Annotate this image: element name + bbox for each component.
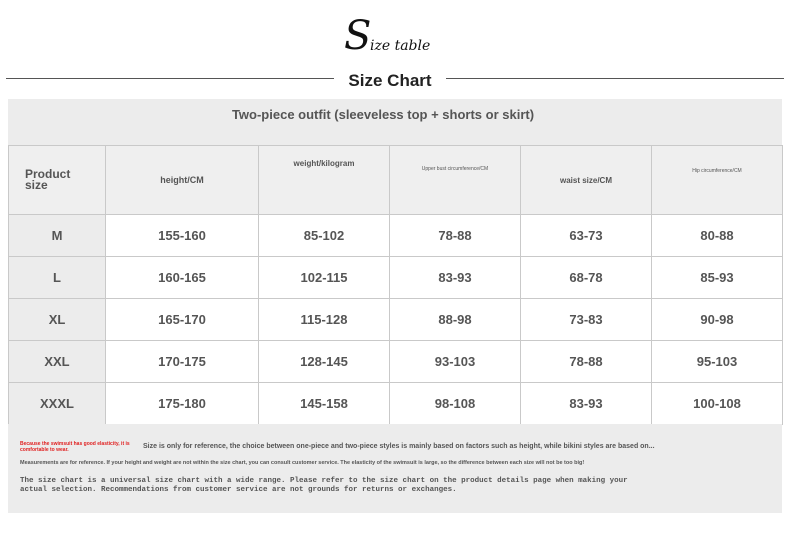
waist-cell: 68-78 <box>521 257 652 299</box>
size-cell: M <box>9 215 106 257</box>
size-table <box>8 145 783 425</box>
size-cell: XL <box>9 299 106 341</box>
table-row <box>9 341 783 383</box>
weight-cell: 145-158 <box>259 383 390 425</box>
bust-cell: 83-93 <box>390 257 521 299</box>
header-weight <box>259 146 390 215</box>
height-cell: 155-160 <box>106 215 259 257</box>
universal-size-note: The size chart is a universal size chart with a wide range. Please refer to the size chart on the product details page when making your actual selection. Recommendations from customer service are not grounds for returns or exchanges. <box>20 477 628 494</box>
header-hip <box>652 146 783 215</box>
weight-cell: 102-115 <box>259 257 390 299</box>
header-size-label: size <box>25 178 48 192</box>
header-bust-label: Upper bust circumference/CM <box>421 166 489 172</box>
table-row <box>9 215 783 257</box>
size-cell: XXL <box>9 341 106 383</box>
table-row <box>9 299 783 341</box>
logo-initial: S <box>344 13 372 59</box>
weight-cell: 115-128 <box>259 299 390 341</box>
size-cell: L <box>9 257 106 299</box>
height-cell: 175-180 <box>106 383 259 425</box>
size-cell: XXXL <box>9 383 106 425</box>
waist-cell: 83-93 <box>521 383 652 425</box>
height-cell: 160-165 <box>106 257 259 299</box>
bust-cell: 98-108 <box>390 383 521 425</box>
hip-cell: 95-103 <box>652 341 783 383</box>
header-bust <box>390 146 521 215</box>
table-subtitle: Two-piece outfit (sleeveless top + shorts or skirt) <box>231 107 535 122</box>
bust-cell: 93-103 <box>390 341 521 383</box>
height-cell: 165-170 <box>106 299 259 341</box>
reference-note: Size is only for reference, the choice between one-piece and two-piece styles is mainly based on factors such as height, while bikini styles are based on... <box>143 443 655 450</box>
header-product-label: Product <box>25 167 71 181</box>
table-row <box>9 257 783 299</box>
waist-cell: 73-83 <box>521 299 652 341</box>
waist-cell: 63-73 <box>521 215 652 257</box>
header-hip-label: Hip circumference/CM <box>692 168 742 174</box>
hip-cell: 80-88 <box>652 215 783 257</box>
weight-cell: 85-102 <box>259 215 390 257</box>
size-table-logo <box>340 12 450 62</box>
title-rule-left <box>6 78 334 79</box>
header-waist-label: waist size/CM <box>559 176 612 185</box>
waist-cell: 78-88 <box>521 341 652 383</box>
hip-cell: 100-108 <box>652 383 783 425</box>
weight-cell: 128-145 <box>259 341 390 383</box>
table-row <box>9 383 783 425</box>
table-header-row <box>9 146 783 215</box>
elasticity-note: Because the swimsuit has good elasticity, it is comfortable to wear. <box>20 441 130 453</box>
hip-cell: 85-93 <box>652 257 783 299</box>
header-weight-label: weight/kilogram <box>293 159 355 168</box>
page-title: Size Chart <box>334 71 446 91</box>
bust-cell: 88-98 <box>390 299 521 341</box>
header-product-size <box>9 146 106 215</box>
header-height-label: height/CM <box>160 175 204 185</box>
logo-text: ize table <box>370 38 431 54</box>
header-waist <box>521 146 652 215</box>
bust-cell: 78-88 <box>390 215 521 257</box>
hip-cell: 90-98 <box>652 299 783 341</box>
height-cell: 170-175 <box>106 341 259 383</box>
title-rule-right <box>446 78 784 79</box>
measurement-note: Measurements are for reference. If your height and weight are not within the size chart, you can consult customer service. The elasticity of the swimsuit is large, so the difference between each size will not be too big! <box>20 460 585 466</box>
header-height <box>106 146 259 215</box>
notes-panel <box>8 424 782 513</box>
